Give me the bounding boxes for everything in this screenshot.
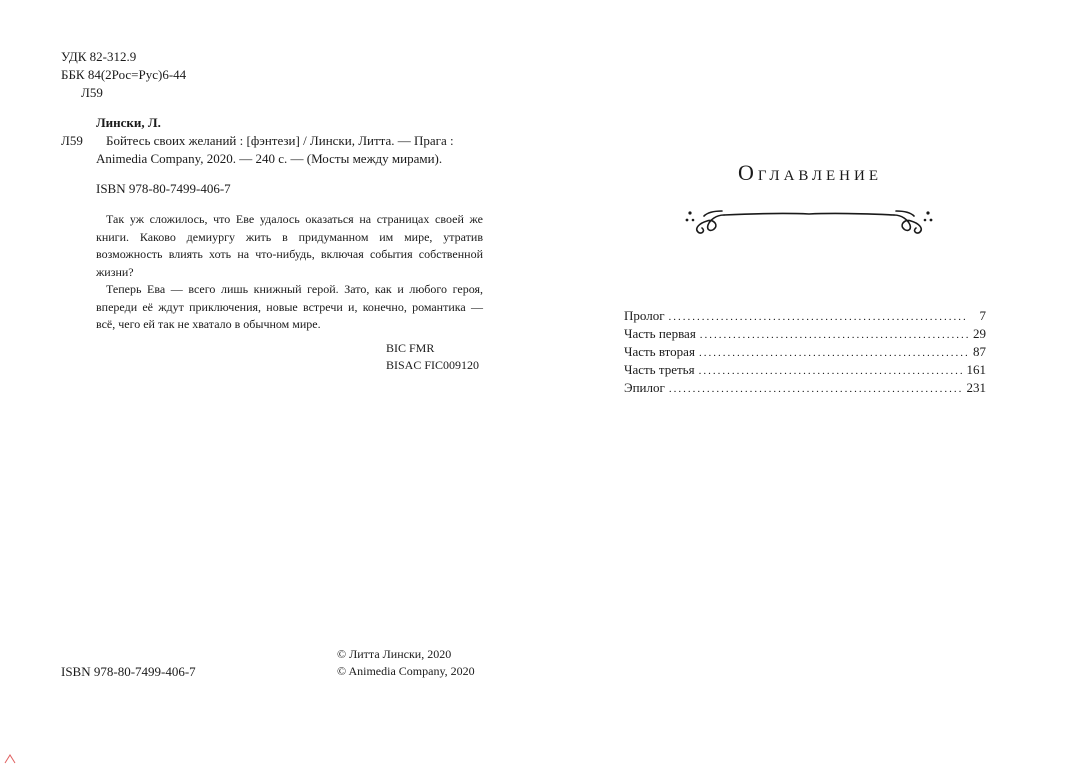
toc-entry[interactable] (624, 361, 986, 379)
toc-entry-label: Часть первая (624, 326, 696, 341)
flourish-ornament-icon (678, 198, 940, 238)
toc-entry-page: 87 (973, 344, 986, 359)
copyright-author: © Литта Лински, 2020 (337, 647, 452, 661)
toc-leader-dots (669, 308, 968, 326)
udk-code: УДК 82-312.9 (61, 49, 137, 64)
toc-leader-dots (700, 326, 968, 344)
toc-entry-label: Пролог (624, 308, 665, 323)
copyright-publisher: © Animedia Company, 2020 (337, 664, 475, 678)
toc-entry-page: 161 (966, 362, 986, 377)
toc-leader-dots (699, 344, 968, 362)
toc-entry-page: 231 (966, 380, 986, 395)
toc-entry[interactable] (624, 307, 986, 325)
annotation (96, 211, 483, 334)
annotation-paragraph-2: Теперь Ева — всего лишь книжный герой. Зато, как и любого героя, впереди её ждут приключения, новые встречи и, конечно, романтика — всё, чего ей так не хватало в обычном мире. (96, 282, 483, 331)
toc-leader-dots (669, 380, 963, 398)
author-mark: Л59 (81, 85, 103, 100)
isbn: ISBN 978-80-7499-406-7 (96, 181, 231, 196)
bic-code: BIC FMR (386, 341, 435, 355)
isbn-bottom: ISBN 978-80-7499-406-7 (61, 664, 196, 679)
corner-mark-icon (4, 752, 16, 764)
toc-entry-label: Часть третья (624, 362, 695, 377)
margin-author-mark: Л59 (61, 133, 83, 148)
bibliographic-line-2: Animedia Company, 2020. — 240 с. — (Мосты между мирами). (96, 151, 443, 166)
bbk-code: ББК 84(2Рос=Рус)6-44 (61, 67, 187, 82)
bisac-code: BISAC FIC009120 (386, 358, 480, 372)
toc-entry[interactable] (624, 343, 986, 361)
toc-entry[interactable] (624, 379, 986, 397)
toc-title: Оглавление (737, 160, 883, 185)
toc-entry-page: 7 (979, 308, 986, 323)
toc-leader-dots (699, 362, 963, 380)
toc-entry-label: Часть вторая (624, 344, 695, 359)
author-name: Лински, Л. (96, 115, 161, 130)
table-of-contents (624, 307, 986, 397)
toc-entry-label: Эпилог (624, 380, 665, 395)
toc-entry-page: 29 (973, 326, 986, 341)
toc-entry[interactable] (624, 325, 986, 343)
annotation-paragraph-1: Так уж сложилось, что Еве удалось оказаться на страницах своей же книги. Каково демиургу жить в придуманном им мире, утратив возможность влиять хоть на что-нибудь, включая события собственной жизни? (96, 212, 483, 279)
bibliographic-line-1: Бойтесь своих желаний : [фэнтези] / Лински, Литта. — Прага : (106, 133, 454, 148)
